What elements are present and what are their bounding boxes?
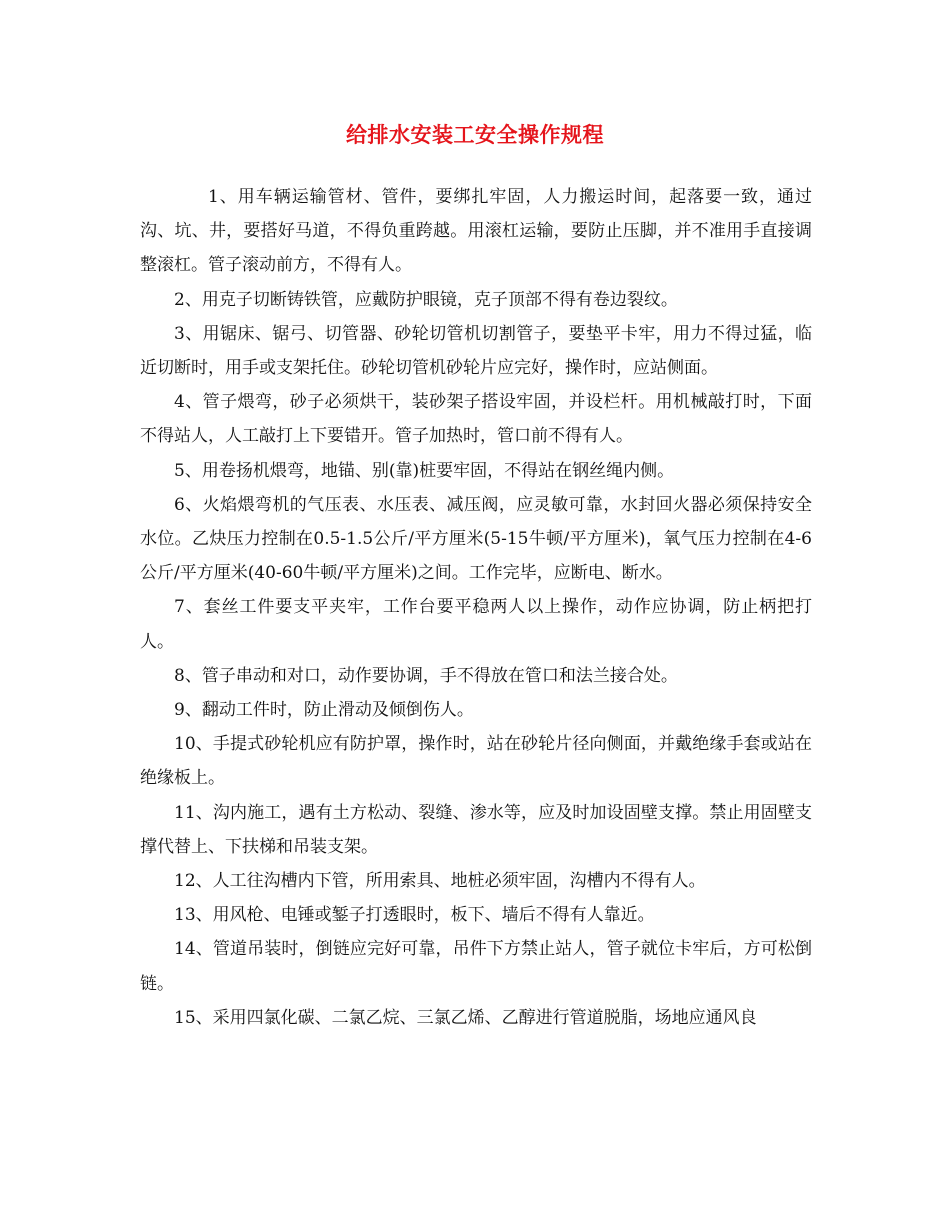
paragraph-15: 15、采用四氯化碳、二氯乙烷、三氯乙烯、乙醇进行管道脱脂，场地应通风良	[174, 1007, 757, 1028]
document-body	[140, 180, 812, 1035]
paragraph-1: 1、用车辆运输管材、管件，要绑扎牢固，人力搬运时间，起落要一致，通过沟、坑、井，要搭好马道，不得负重跨越。用滚杠运输，要防止压脚，并不准用手直接调整滚杠。管子滚动前方，不得有人。	[140, 187, 812, 276]
paragraph-5: 5、用卷扬机煨弯，地锚、别(靠)桩要牢固，不得站在钢丝绳内侧。	[174, 460, 675, 481]
paragraph-9: 9、翻动工件时，防止滑动及倾倒伤人。	[174, 700, 474, 721]
paragraph-11: 11、沟内施工，遇有土方松动、裂缝、渗水等，应及时加设固壁支撑。禁止用固壁支撑代替上、下扶梯和吊装支架。	[140, 802, 812, 857]
paragraph-10: 10、手提式砂轮机应有防护罩，操作时，站在砂轮片径向侧面，并戴绝缘手套或站在绝缘板上。	[140, 734, 812, 789]
paragraph-8: 8、管子串动和对口，动作要协调，手不得放在管口和法兰接合处。	[174, 665, 678, 686]
paragraph-3: 3、用锯床、锯弓、切管器、砂轮切管机切割管子，要垫平卡牢，用力不得过猛，临近切断时，用手或支架托住。砂轮切管机砂轮片应完好，操作时，应站侧面。	[140, 323, 812, 379]
document-title: 给排水安装工安全操作规程	[346, 123, 604, 147]
paragraph-4: 4、管子煨弯，砂子必须烘干，装砂架子搭设牢固，并设栏杆。用机械敲打时，下面不得站人，人工敲打上下要错开。管子加热时，管口前不得有人。	[140, 392, 812, 447]
paragraph-13: 13、用风枪、电锤或錾子打透眼时，板下、墙后不得有人靠近。	[174, 905, 655, 926]
paragraph-6: 6、火焰煨弯机的气压表、水压表、减压阀，应灵敏可靠，水封回火器必须保持安全水位。乙炔压力控制在0.5-1.5公斤/平方厘米(5-15牛顿/平方厘米)，氧气压力控制在4-6公斤/平方厘米(40-60牛顿/平方厘米)之间。工作完毕，应断电、断水。	[140, 494, 812, 584]
paragraph-12: 12、人工往沟槽内下管，所用索具、地桩必须牢固，沟槽内不得有人。	[174, 871, 706, 892]
paragraph-7: 7、套丝工件要支平夹牢，工作台要平稳两人以上操作，动作应协调，防止柄把打人。	[140, 597, 812, 652]
paragraph-14: 14、管道吊装时，倒链应完好可靠，吊件下方禁止站人，管子就位卡牢后，方可松倒链。	[140, 939, 812, 994]
paragraph-2: 2、用克子切断铸铁管，应戴防护眼镜，克子顶部不得有卷边裂纹。	[174, 289, 678, 310]
